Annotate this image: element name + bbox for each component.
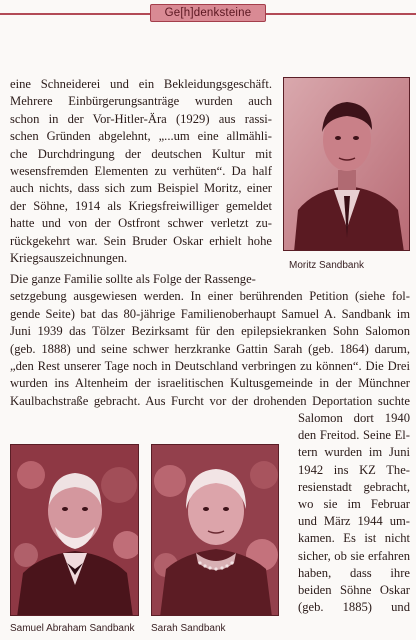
text-line: Salomon dort 1940: [298, 411, 410, 425]
caption-sarah: Sarah Sandbank: [151, 623, 226, 634]
caption-samuel: Samuel Abraham Sandbank: [10, 623, 135, 634]
text-line: Juni 1939 das Tölzer Bezirksamt für den epilepsiekranken Sohn Salomon: [10, 324, 410, 339]
text-line: „den Rest unserer Tage noch in Deutschland verbringen zu können“. Die Drei: [10, 359, 410, 374]
text-line: setzgebung ausgewiesen werden. In einer berührenden Petition (siehe fol-: [10, 289, 410, 304]
portrait-sarah-image: [152, 445, 279, 616]
text-line: sicher, ob sie erfahren: [298, 548, 410, 563]
caption-moritz: Moritz Sandbank: [289, 260, 365, 271]
text-line: der Söhne, 1914 als Kriegsfreiwilliger gemeldet: [10, 198, 272, 213]
paragraph-narrow: [298, 410, 410, 616]
text-line: und März 1944 um-: [298, 514, 410, 529]
text-line: 1942 ins KZ The-: [298, 462, 410, 477]
text-line: wesensfremden Elementen zu verhüten“. Da half: [10, 164, 272, 179]
photo-sarah: [151, 444, 279, 616]
portrait-moritz-image: [284, 78, 410, 251]
portrait-samuel-image: [11, 445, 139, 616]
text-line: beiden Söhne Oskar: [298, 583, 410, 598]
section-header-tab: Ge[h]denksteine: [150, 4, 266, 22]
photo-moritz: [283, 77, 410, 251]
text-line: auch nichts, dass sich zum Beispiel Moritz, einer: [10, 181, 272, 196]
text-line: che Durchdringung der deutschen Kultur mit: [10, 146, 272, 161]
text-line: haben, dass ihre: [298, 565, 410, 580]
paragraph-top: [10, 76, 272, 267]
text-line: eine Schneiderei und ein Bekleidungsgeschäft.: [10, 77, 272, 91]
text-line: hatte und von der Ostfront schwer verletzt zu-: [10, 216, 272, 231]
text-line: (geb. 1885) und: [298, 600, 410, 615]
text-line: Die ganze Familie sollte als Folge der Rassenge-: [10, 272, 256, 286]
text-line: schen Gründen abgelehnt, „...um eine allmähli-: [10, 129, 272, 144]
text-line: wurden ins Altenheim der israelitischen Kultusgemeinde in der Münchner: [10, 376, 410, 391]
text-line: schon in der Vor-Hitler-Ära (1929) aus rassi-: [10, 111, 272, 126]
text-line: Mehrere Einbürgerungsanträge wurden auch: [10, 94, 272, 109]
text-line: (geb. 1888) und seine schwer herzkranke Gattin Sarah (geb. 1864) darum,: [10, 341, 410, 356]
text-line: resienstadt gebracht,: [298, 479, 410, 494]
photo-samuel: [10, 444, 139, 616]
text-line: Kriegsauszeichnungen.: [10, 251, 128, 266]
text-line: tern wurden im Juni: [298, 445, 410, 460]
paragraph-full: [10, 271, 410, 410]
text-line: kamen. Es ist nicht: [298, 531, 410, 546]
text-line: den Freitod. Seine El-: [298, 428, 410, 443]
text-line: gende Seite) bat das 80-jährige Familienoberhaupt Samuel A. Sandbank im: [10, 306, 410, 321]
text-line: rückgekehrt war. Sein Bruder Oskar erhielt hohe: [10, 233, 272, 248]
text-line: wo sie im Februar: [298, 497, 410, 512]
text-line: Kaulbachstraße gebracht. Aus Furcht vor der drohenden Deportation suchte: [10, 393, 410, 408]
